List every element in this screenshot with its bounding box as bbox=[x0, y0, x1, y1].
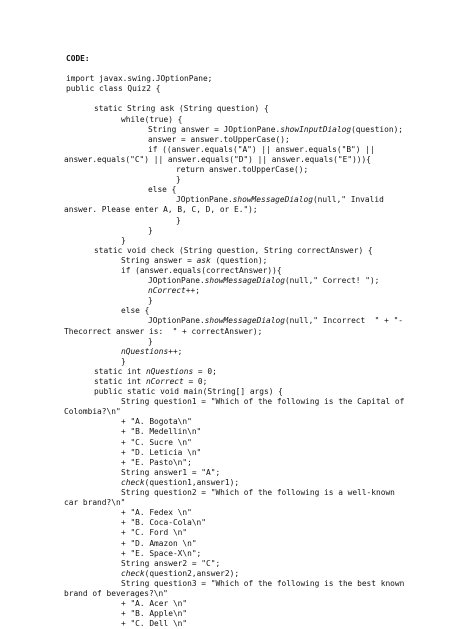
code-line-text: + "A. Fedex \n" bbox=[121, 508, 192, 518]
code-identifier-italic: check bbox=[121, 477, 145, 487]
code-line bbox=[66, 337, 466, 347]
code-identifier-italic: nQuestions bbox=[121, 346, 169, 356]
code-line-text: + "A. Acer \n" bbox=[121, 599, 188, 609]
code-line bbox=[66, 74, 466, 84]
code-line-text bbox=[94, 377, 207, 387]
code-line-text bbox=[121, 569, 239, 579]
code-identifier-italic: showMessageDialog bbox=[204, 316, 285, 326]
code-line-text: return answer.toUpperCase(); bbox=[176, 165, 309, 175]
code-identifier-italic: nCorrect bbox=[148, 286, 186, 296]
code-line-text: + "B. Apple\n" bbox=[121, 609, 188, 619]
code-line-text: static String ask (String question) { bbox=[94, 104, 269, 114]
code-line-text: + "B. Medellin\n" bbox=[121, 427, 202, 437]
code-identifier-italic: nQuestions bbox=[145, 366, 194, 376]
code-line bbox=[66, 104, 466, 114]
code-line-text: else { bbox=[148, 185, 177, 195]
code-fragment: ++; bbox=[168, 346, 183, 356]
code-fragment: (null," Correct! "); bbox=[284, 276, 380, 286]
code-line-text: + "A. Bogota\n" bbox=[121, 417, 192, 427]
code-line-text bbox=[148, 286, 200, 296]
code-line bbox=[66, 316, 466, 326]
code-line bbox=[66, 508, 466, 518]
code-line-text: } bbox=[121, 235, 126, 245]
code-line bbox=[66, 427, 466, 437]
code-fragment: static int bbox=[94, 366, 146, 376]
code-line-text: public static void main(String[] args) { bbox=[94, 387, 283, 397]
code-line bbox=[66, 367, 466, 377]
code-line-text: Thecorrect answer is: " + correctAnswer); bbox=[64, 326, 263, 336]
code-line-text: String answer2 = "C"; bbox=[121, 558, 221, 568]
code-line-text bbox=[121, 347, 182, 357]
code-fragment: = 0; bbox=[193, 366, 217, 376]
code-line-text bbox=[94, 367, 217, 377]
code-line-text: static void check (String question, String correctAnswer) { bbox=[94, 245, 373, 255]
code-line bbox=[66, 205, 466, 215]
code-line-text: + "D. Amazon \n" bbox=[121, 538, 197, 548]
code-identifier-italic: showInputDialog bbox=[280, 124, 352, 134]
code-line bbox=[66, 145, 466, 155]
code-line bbox=[66, 549, 466, 559]
code-line bbox=[66, 135, 466, 145]
code-line-text: if ((answer.equals("A") || answer.equals("B") || bbox=[148, 144, 375, 154]
code-line-text: CODE: bbox=[66, 54, 90, 63]
code-line bbox=[66, 417, 466, 427]
code-identifier-italic: ask bbox=[196, 255, 211, 265]
code-line bbox=[66, 115, 466, 125]
code-line bbox=[66, 448, 466, 458]
code-line-text: } bbox=[148, 336, 153, 346]
code-line-text bbox=[148, 316, 403, 326]
code-fragment: JOptionPane. bbox=[148, 276, 205, 286]
code-line bbox=[66, 599, 466, 609]
code-fragment: (question); bbox=[351, 124, 404, 134]
code-line-text: } bbox=[176, 215, 181, 225]
code-line bbox=[66, 559, 466, 569]
code-line bbox=[66, 458, 466, 468]
code-line bbox=[66, 327, 466, 337]
code-line bbox=[66, 216, 466, 226]
code-line-text: + "D. Leticia \n" bbox=[121, 447, 202, 457]
code-line-text: String question3 = "Which of the following is the best known bbox=[121, 578, 405, 588]
code-line-text: String question1 = "Which of the following is the Capital of bbox=[121, 397, 405, 407]
code-line-text: } bbox=[176, 175, 181, 185]
code-line bbox=[66, 407, 466, 417]
code-identifier-italic: nCorrect bbox=[145, 377, 184, 386]
code-line bbox=[66, 539, 466, 549]
code-line-text: answer = answer.toUpperCase(); bbox=[148, 134, 290, 144]
code-line bbox=[66, 589, 466, 599]
code-line bbox=[66, 165, 466, 175]
code-line bbox=[66, 195, 466, 205]
code-line-text: while(true) { bbox=[121, 114, 183, 124]
code-line bbox=[66, 518, 466, 528]
code-line-text: + "C. Dell \n" bbox=[121, 619, 188, 629]
code-line-text: } bbox=[148, 225, 153, 235]
code-identifier-italic: check bbox=[121, 568, 145, 578]
code-line bbox=[66, 619, 466, 629]
code-line bbox=[66, 609, 466, 619]
code-line bbox=[66, 569, 466, 579]
code-line-text: public class Quiz2 { bbox=[66, 84, 161, 94]
code-line-text: else { bbox=[121, 306, 150, 316]
code-fragment: (question); bbox=[210, 255, 268, 265]
code-identifier-italic: showMessageDialog bbox=[232, 195, 313, 205]
code-fragment: JOptionPane. bbox=[148, 316, 205, 326]
code-fragment: (null," Invalid bbox=[312, 195, 384, 205]
code-line bbox=[66, 377, 466, 387]
code-line-text: + "B. Coca-Cola\n" bbox=[121, 518, 207, 528]
code-line bbox=[66, 286, 466, 296]
code-line-text: car brand?\n" bbox=[64, 498, 126, 508]
blank-line bbox=[66, 64, 466, 74]
code-line-text: + "E. Space-X\n"; bbox=[121, 548, 202, 558]
code-line-text: + "C. Ford \n" bbox=[121, 528, 188, 538]
code-line-text: import javax.swing.JOptionPane; bbox=[66, 74, 213, 84]
blank-line bbox=[66, 94, 466, 104]
code-line bbox=[66, 397, 466, 407]
code-line bbox=[66, 155, 466, 165]
code-line bbox=[66, 468, 466, 478]
code-line-text bbox=[176, 195, 384, 205]
code-line bbox=[66, 347, 466, 357]
section-heading bbox=[66, 54, 466, 64]
code-fragment: (question2,answer2); bbox=[144, 568, 240, 578]
code-line bbox=[66, 175, 466, 185]
code-line bbox=[66, 125, 466, 135]
code-line bbox=[66, 246, 466, 256]
code-identifier-italic: showMessageDialog bbox=[204, 276, 285, 286]
code-line-text: + "C. Sucre \n" bbox=[121, 437, 192, 447]
code-line bbox=[66, 357, 466, 367]
code-fragment: = 0; bbox=[183, 377, 208, 386]
code-document bbox=[66, 54, 466, 629]
code-line bbox=[66, 185, 466, 195]
code-line-text bbox=[148, 125, 403, 135]
code-line bbox=[66, 579, 466, 589]
code-line-text: if (answer.equals(correctAnswer)){ bbox=[121, 265, 282, 275]
code-line-text: String answer1 = "A"; bbox=[121, 467, 221, 477]
code-fragment: (null," Incorrect " + "- bbox=[284, 316, 404, 326]
code-line bbox=[66, 438, 466, 448]
code-line bbox=[66, 266, 466, 276]
code-line-text: brand of beverages?\n" bbox=[64, 588, 168, 598]
code-fragment: static int bbox=[94, 377, 146, 386]
code-line-text: } bbox=[148, 296, 153, 306]
code-line-text bbox=[148, 276, 379, 286]
code-line-text bbox=[121, 478, 239, 488]
code-fragment: String answer = JOptionPane. bbox=[148, 124, 281, 134]
code-line bbox=[66, 387, 466, 397]
code-line bbox=[66, 306, 466, 316]
code-line-text: Colombia?\n" bbox=[64, 407, 121, 417]
code-fragment: JOptionPane. bbox=[176, 195, 233, 205]
code-line-text: answer. Please enter A, B, C, D, or E."); bbox=[64, 205, 258, 215]
code-line bbox=[66, 528, 466, 538]
code-line-text: } bbox=[121, 356, 126, 366]
code-line-text: + "E. Pasto\n"; bbox=[121, 457, 192, 467]
code-line bbox=[66, 226, 466, 236]
code-line bbox=[66, 256, 466, 266]
code-line bbox=[66, 478, 466, 488]
code-line bbox=[66, 498, 466, 508]
code-fragment: ++; bbox=[185, 286, 200, 296]
code-line bbox=[66, 236, 466, 246]
code-fragment: (question1,answer1); bbox=[144, 477, 240, 487]
code-line bbox=[66, 296, 466, 306]
code-fragment: String answer = bbox=[121, 255, 197, 265]
code-line-text: String question2 = "Which of the following is a well-known bbox=[121, 488, 395, 498]
code-line bbox=[66, 276, 466, 286]
code-line-text: answer.equals("C") || answer.equals("D") || answer.equals("E"))){ bbox=[64, 154, 371, 164]
code-line bbox=[66, 488, 466, 498]
code-line-text bbox=[121, 256, 267, 266]
code-line bbox=[66, 84, 466, 94]
